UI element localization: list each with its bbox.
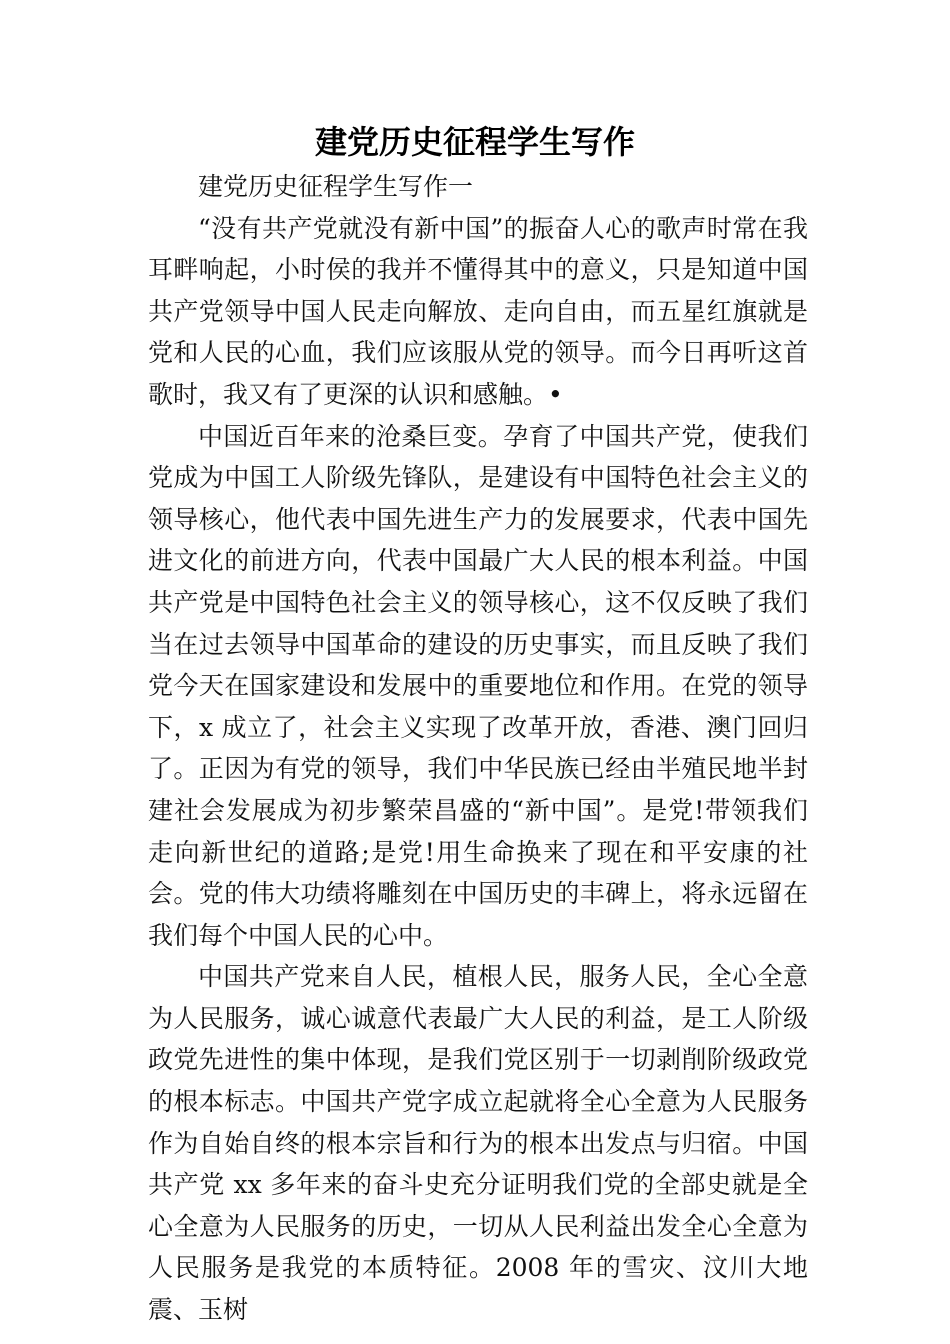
document-title: 建党历史征程学生写作 xyxy=(314,123,635,161)
paragraph-3: 中国共产党来自人民，植根人民，服务人民，全心全意为人民服务，诚心诚意代表最广大人民的利益，是工人阶级政党先进性的集中体现，是我们党区别于一切剥削阶级政党的根本标志。中国共产党字成立起就将全心全意为人民服务作为自始自终的根本宗旨和行为的根本出发点与归宿。中国共产党 xx 多年来的奋斗史充分证明我们党的全部史就是全心全意为人民服务的历史，一切从人民利益出发全心全意为人民服务是我党的本质特征。2008 年的雪灾、汶川大地震、玉树 xyxy=(148,962,808,1325)
document-subtitle: 建党历史征程学生写作一 xyxy=(198,172,474,201)
paragraph-1: “没有共产党就没有新中国”的振奋人心的歌声时常在我耳畔响起，小时侯的我并不懂得其中的意义，只是知道中国共产党领导中国人民走向解放、走向自由，而五星红旗就是党和人民的心血，我们应该服从党的领导。而今日再听这首歌时，我又有了更深的认识和感触。• xyxy=(148,213,808,409)
paragraph-2: 中国近百年来的沧桑巨变。孕育了中国共产党，使我们党成为中国工人阶级先锋队，是建设有中国特色社会主义的领导核心，他代表中国先进生产力的发展要求，代表中国先进文化的前进方向，代表中国最广大人民的根本利益。中国共产党是中国特色社会主义的领导核心，这不仅反映了我们当在过去领导中国革命的建设的历史事实，而且反映了我们党今天在国家建设和发展中的重要地位和作用。在党的领导下，x 成立了，社会主义实现了改革开放，香港、澳门回归了。正因为有党的领导，我们中华民族已经由半殖民地半封建社会发展成为初步繁荣昌盛的“新中国”。是党!带领我们走向新世纪的道路;是党!用生命换来了现在和平安康的社会。党的伟大功绩将雕刻在中国历史的丰碑上，将永远留在我们每个中国人民的心中。 xyxy=(148,421,808,950)
document-body xyxy=(148,166,808,1331)
